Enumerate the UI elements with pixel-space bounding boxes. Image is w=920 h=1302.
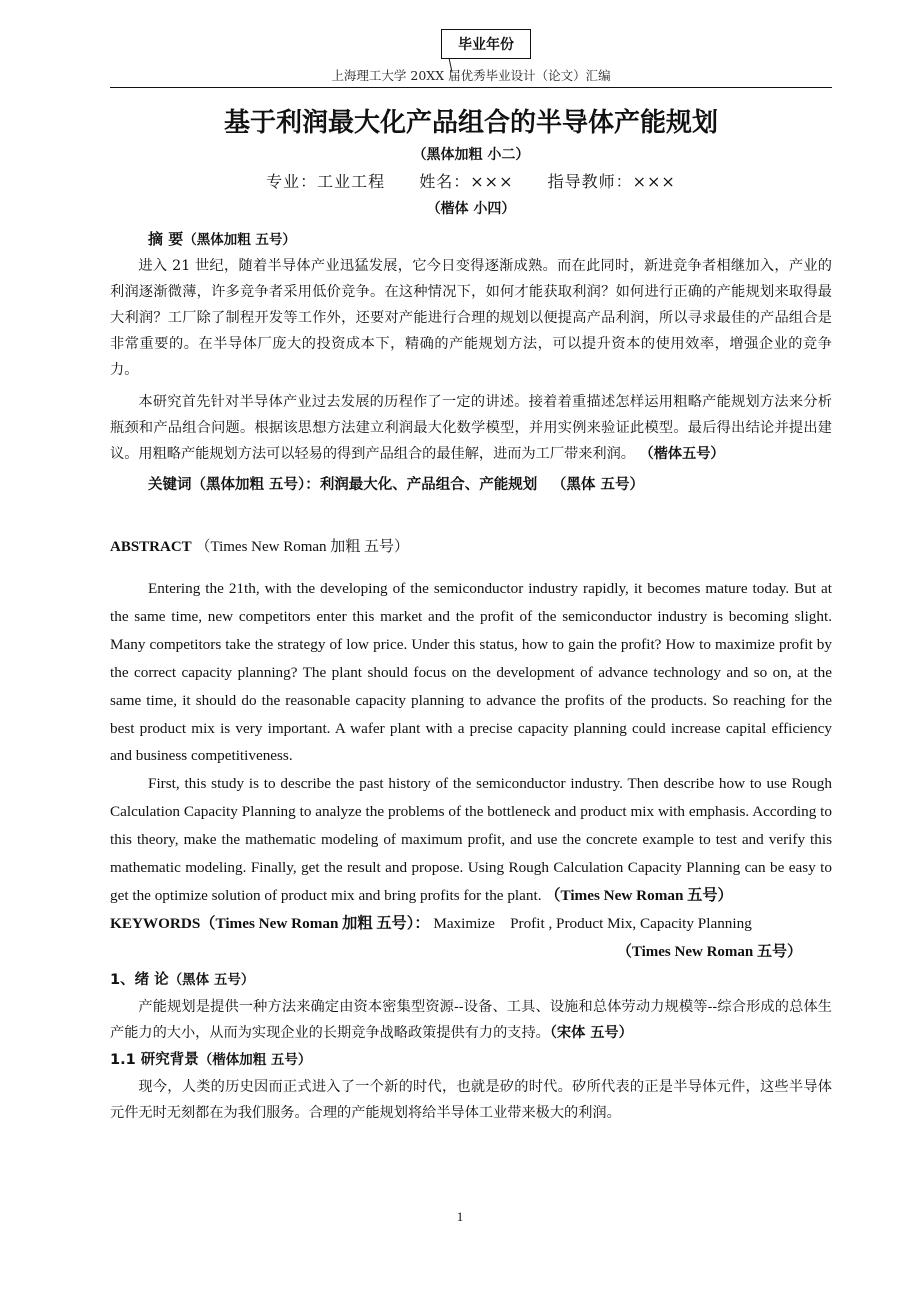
section-1-paragraph [110,994,832,1046]
paper-title: 基于利润最大化产品组合的半导体产能规划 [223,108,718,138]
abstract-en-heading [110,535,832,559]
graduation-year-badge: 毕业年份 [441,29,531,59]
advisor-name: 指导教师：××× [547,172,676,191]
page-number: 1 [456,1209,464,1224]
abstract-cn-heading [110,226,832,253]
abstract-en-title: ABSTRACT [110,539,192,555]
running-header: 上海理工大学 20XX 届优秀毕业设计（论文）汇编 [110,66,832,88]
section-1-paragraph-note: （宋体 五号） [549,1024,633,1041]
author-info [110,168,832,196]
abstract-cn-paragraph-1: 进入 21 世纪，随着半导体产业迅猛发展，它今日变得逐渐成熟。而在此同时，新进竞争者相继加入，产业的利润逐渐微薄，许多竞争者采用低价竞争。在这种情况下，如何才能获取利润？如何进行正确的产能规划来取得最大利润？工厂除了制程开发等工作外，还要对产能进行合理的规划以便提高产品利润，所以寻求最佳的产品组合是非常重要的。在半导体厂庞大的投资成本下，精确的产能规划方法，可以提升资本的使用效率，增强企业的竞争力。 [110,258,832,378]
keywords-cn-values: 利润最大化、产品组合、产能规划 [319,476,538,493]
keywords-en-label: KEYWORDS [110,914,201,932]
section-1-1-paragraph: 现今，人类的历史因而正式进入了一个新的时代，也就是矽的时代。矽所代表的正是半导体元件，这些半导体元件无时无刻都在为我们服务。合理的产能规划将给半导体工业带来极大的利润。 [110,1078,832,1121]
abstract-en-paragraph-2 [110,770,832,910]
abstract-en-paragraph-1: Entering the 21th, with the developing of the semiconductor industry rapidly, it becomes mature today. But at the same time, new competitors enter this market and the profit of the semiconductor industry is becoming slight. Many competitors take the strategy of low price. Under this status, how to gain the profit? How to maximize profit by the correct capacity planning? The plant should focus on the development of advance technology and so on, at the same time, it should do the reasonable capacity planning to advance the profits of the products. So reaching for the best product mix is very important. A wafer plant with a precise capacity planning could increase capital efficiency and business competitiveness. [110,580,832,765]
section-1-1-format-note: （楷体加粗 五号） [198,1051,312,1068]
section-1-heading [110,966,832,994]
author-format-note: （楷体 小四） [426,201,516,217]
keywords-cn-label: 关键词 [148,476,192,493]
abstract-cn-paragraph-2-note: （楷体五号） [639,446,725,462]
abstract-cn-paragraph-2 [110,389,832,467]
keywords-cn [110,471,832,499]
section-1-1-heading [110,1046,832,1074]
section-1-1-title: 1.1 研究背景 [110,1051,199,1068]
section-1-format-note: （黑体 五号） [168,971,255,988]
abstract-en-format-note: （Times New Roman 加粗 五号） [195,539,410,555]
abstract-en-paragraph-2-text: First, this study is to describe the past history of the semiconductor industry. Then describe how to use Rough Calculation Capacity Planning to analyze the problems of the bottleneck and product mix with emphasis. According to this theory, make the mathematic modeling of maximum profit, and use the concrete example to test and verify this mathematic modeling. Finally, get the result and propose. Using Rough Calculation Capacity Planning can be easy to get the optimize solution of product mix and bring profits for the plant. [110,775,832,904]
keywords-en-note: （Times New Roman 五号） [616,943,802,960]
abstract-cn-format-note: （黑体加粗 五号） [183,232,296,248]
keywords-cn-label-note: （黑体加粗 五号）： [191,476,320,493]
major-label: 专业：工业工程 [266,172,386,191]
keywords-en [110,910,832,938]
keywords-cn-note: （黑体 五号） [551,476,644,493]
section-1-paragraph-text: 产能规划是提供一种方法来确定由资本密集型资源--设备、工具、设施和总体劳动力规模等--综合形成的总体生产能力的大小，从而为实现企业的长期竞争战略政策提供有力的支持。 [110,998,832,1041]
abstract-en-paragraph-2-note: （Times New Roman 五号） [545,886,733,904]
author-name: 姓名：××× [419,172,514,191]
keywords-en-label-note: （Times New Roman 加粗 五号）： [200,914,430,932]
abstract-cn-paragraph-2-text: 本研究首先针对半导体产业过去发展的历程作了一定的讲述。接着着重描述怎样运用粗略产能规划方法来分析瓶颈和产品组合问题。根据该思想方法建立利润最大化数学模型，并用实例来验证此模型。最后得出结论并提出建议。用粗略产能规划方法可以轻易的得到产品组合的最佳解，进而为工厂带来利润。 [110,394,832,462]
keywords-en-values: Maximize Profit , Product Mix, Capacity Planning [433,914,752,932]
abstract-en-body [110,575,832,910]
title-format-note: （黑体加粗 小二） [412,147,530,163]
abstract-cn-title: 摘 要 [148,230,184,248]
section-1-title: 1、绪 论 [110,971,169,988]
document-body [110,104,832,1126]
